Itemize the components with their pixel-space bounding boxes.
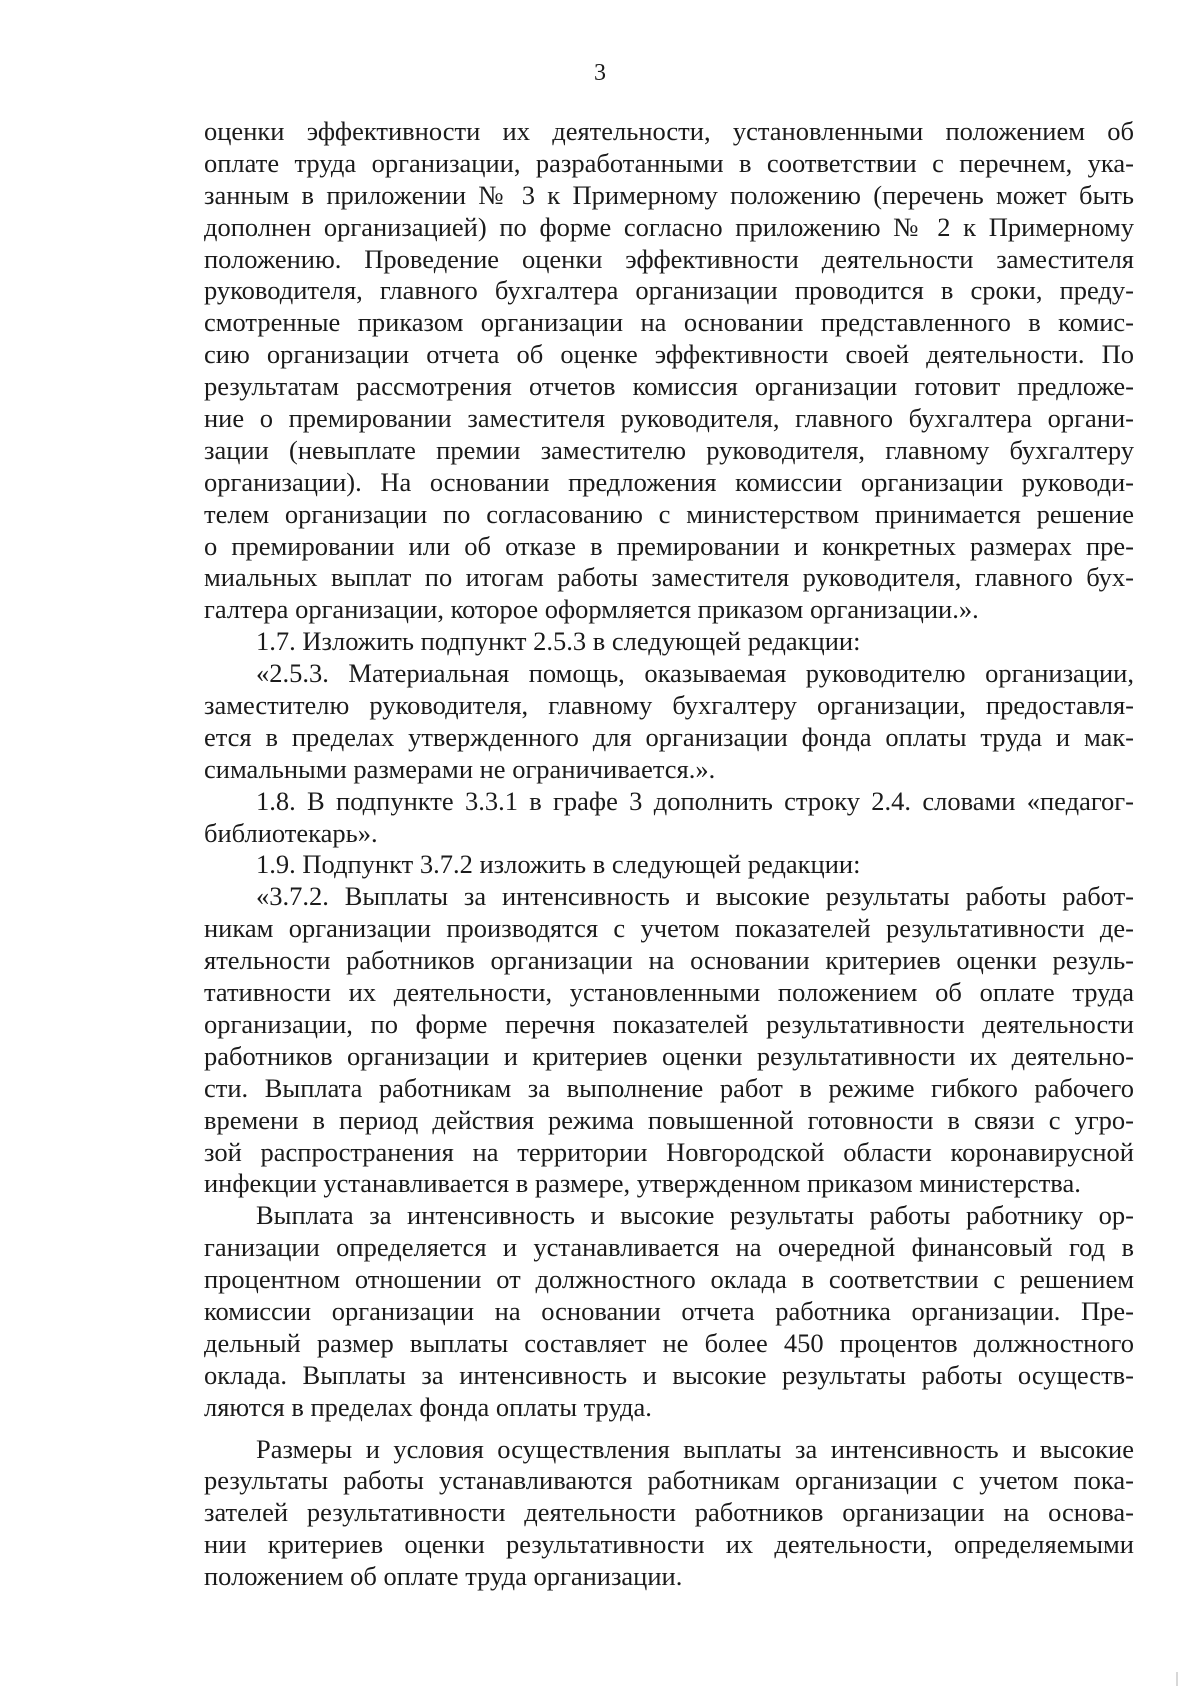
- text-line: оклада. Выплаты за интенсивность и высокие результаты работы осуществ-: [204, 1359, 1134, 1390]
- text-line: миальных выплат по итогам работы заместителя руководителя, главного бух-: [204, 562, 1134, 593]
- paragraph-continuation: [204, 116, 1134, 626]
- text-line: руководителя, главного бухгалтера организации проводится в сроки, преду-: [204, 275, 1134, 306]
- text-line: «3.7.2. Выплаты за интенсивность и высокие результаты работы работ-: [256, 881, 1134, 912]
- text-line: ние о премировании заместителя руководителя, главного бухгалтера органи-: [204, 403, 1134, 434]
- paragraph-spacer: [204, 1424, 1134, 1434]
- text-line: ганизации определяется и устанавливается на очередной финансовый год в: [204, 1232, 1134, 1263]
- text-line: оценки эффективности их деятельности, установленными положением об: [204, 116, 1134, 146]
- text-line: никам организации производятся с учетом показателей результативности де-: [204, 913, 1134, 944]
- text-line: положению. Проведение оценки эффективности деятельности заместителя: [204, 243, 1134, 274]
- paragraph-item-1-7: [204, 626, 1134, 658]
- text-line: организации). На основании предложения комиссии организации руководи-: [204, 466, 1134, 497]
- text-line: Выплата за интенсивность и высокие результаты работы работнику ор-: [256, 1200, 1134, 1231]
- text-line: сти. Выплата работникам за выполнение работ в режиме гибкого рабочего: [204, 1072, 1134, 1103]
- text-line: зателей результативности деятельности работников организации на основа-: [204, 1497, 1134, 1528]
- text-line: 1.7. Изложить подпункт 2.5.3 в следующей редакции:: [256, 626, 861, 657]
- paragraph-item-1-9: [204, 849, 1134, 881]
- text-line: телем организации по согласованию с министерством принимается решение: [204, 498, 1134, 529]
- paragraph-quote-2-5-3: [204, 658, 1134, 786]
- text-line: ется в пределах утвержденного для организации фонда оплаты труда и мак-: [204, 721, 1134, 752]
- document-body: [204, 116, 1134, 1593]
- text-line: работников организации и критериев оценки результативности их деятельно-: [204, 1040, 1134, 1071]
- text-line: дельный размер выплаты составляет не более 450 процентов должностного: [204, 1327, 1134, 1358]
- text-line: заместителю руководителя, главному бухгалтеру организации, предоставля-: [204, 690, 1134, 721]
- text-line: положением об оплате труда организации.: [204, 1561, 683, 1592]
- text-line: дополнен организацией) по форме согласно приложению № 2 к Примерному: [204, 211, 1134, 242]
- text-line: зации (невыплате премии заместителю руководителя, главному бухгалтеру: [204, 434, 1134, 465]
- text-line: организации, по форме перечня показателей результативности деятельности: [204, 1008, 1134, 1039]
- text-line: зой распространения на территории Новгородской области коронавирусной: [204, 1136, 1134, 1167]
- text-line: 1.9. Подпункт 3.7.2 изложить в следующей редакции:: [256, 849, 861, 880]
- paragraph-item-1-8: [204, 786, 1134, 850]
- text-line: 1.8. В подпункте 3.3.1 в графе 3 дополнить строку 2.4. словами «педагог-: [256, 785, 1134, 816]
- text-line: о премировании или об отказе в премировании и конкретных размерах пре-: [204, 530, 1134, 561]
- paragraph-payment-conditions: [204, 1434, 1134, 1593]
- text-line: симальными размерами не ограничивается.».: [204, 753, 716, 784]
- text-line: процентном отношении от должностного оклада в соответствии с решением: [204, 1264, 1134, 1295]
- text-line: смотренные приказом организации на основании представленного в комис-: [204, 307, 1134, 338]
- text-line: галтера организации, которое оформляется приказом организации.».: [204, 594, 979, 625]
- paragraph-quote-3-7-2: [204, 881, 1134, 1200]
- text-line: Размеры и условия осуществления выплаты за интенсивность и высокие: [256, 1433, 1134, 1464]
- scan-edge-mark: [1176, 1672, 1178, 1686]
- text-line: ятельности работников организации на основании критериев оценки резуль-: [204, 945, 1134, 976]
- page-number: 3: [594, 60, 606, 86]
- text-line: инфекции устанавливается в размере, утвержденном приказом министерства.: [204, 1168, 1081, 1199]
- text-line: сию организации отчета об оценке эффективности своей деятельности. По: [204, 339, 1134, 370]
- text-line: оплате труда организации, разработанными в соответствии с перечнем, ука-: [204, 147, 1134, 178]
- text-line: комиссии организации на основании отчета работника организации. Пре-: [204, 1295, 1134, 1326]
- paragraph-payment-rules: [204, 1200, 1134, 1423]
- text-line: библиотекарь».: [204, 817, 378, 848]
- text-line: времени в период действия режима повышенной готовности в связи с угро-: [204, 1104, 1134, 1135]
- text-line: ляются в пределах фонда оплаты труда.: [204, 1391, 652, 1422]
- text-line: занным в приложении № 3 к Примерному положению (перечень может быть: [204, 179, 1134, 210]
- text-line: результаты работы устанавливаются работникам организации с учетом пока-: [204, 1465, 1134, 1496]
- text-line: тативности их деятельности, установленными положением об оплате труда: [204, 977, 1134, 1008]
- text-line: результатам рассмотрения отчетов комиссия организации готовит предложе-: [204, 371, 1134, 402]
- text-line: «2.5.3. Материальная помощь, оказываемая руководителю организации,: [256, 658, 1134, 689]
- text-line: нии критериев оценки результативности их деятельности, определяемыми: [204, 1529, 1134, 1560]
